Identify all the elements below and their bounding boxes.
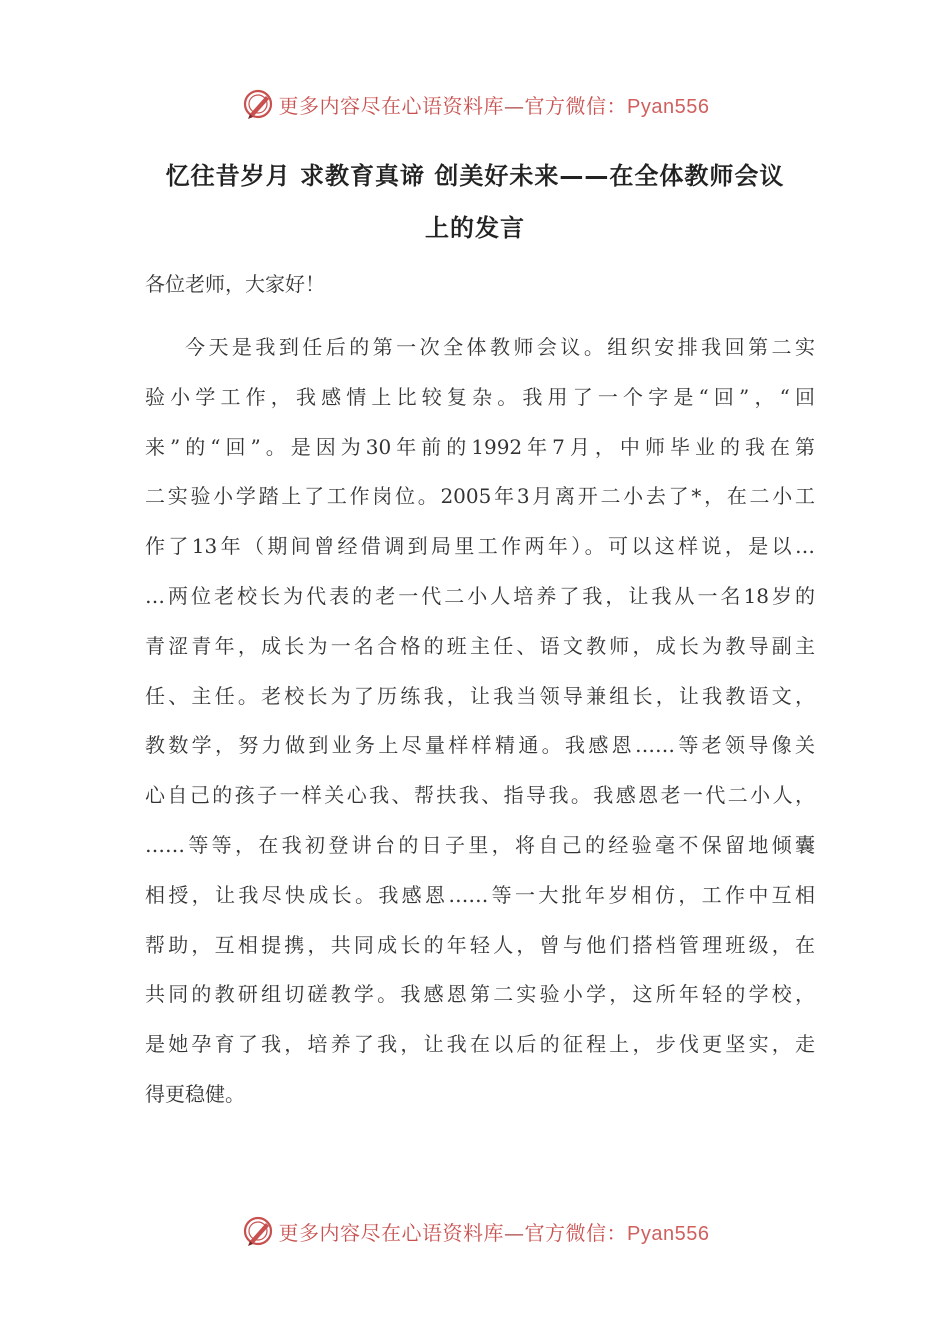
watermark-library: 更多内容尽在心语资料库 [278, 93, 505, 118]
pen-logo-icon [241, 1214, 275, 1248]
watermark-label: 官方微信： [524, 1220, 628, 1245]
body-line: 相授，让我尽快成长。我感恩……等一大批年岁相仿，工作中互相 [145, 882, 815, 907]
body-line: 今天是我到任后的第一次全体教师会议。组织安排我回第二实 [185, 335, 815, 359]
body-line: 共同的教研组切磋教学。我感恩第二实验小学，这所年轻的学校， [145, 982, 815, 1007]
footer-watermark [0, 1211, 950, 1251]
body-line: 作了13年（期间曾经借调到局里工作两年）。可以这样说，是以… [145, 534, 815, 559]
body-paragraph [145, 329, 815, 1126]
body-line: …两位老校长为代表的老一代二小人培养了我，让我从一名18岁的 [145, 583, 815, 608]
pen-logo-icon [241, 87, 275, 121]
watermark-library: 更多内容尽在心语资料库 [278, 1220, 505, 1245]
body-line: 教数学，努力做到业务上尽量样样精通。我感恩……等老领导像关 [145, 733, 815, 758]
watermark-text [279, 1217, 710, 1246]
body-line: 帮助，互相提携，共同成长的年轻人，曾与他们搭档管理班级，在 [145, 932, 815, 957]
body-line: 是她孕育了我，培养了我，让我在以后的征程上，步伐更坚实，走 [145, 1032, 815, 1057]
body-line: 验小学工作，我感情上比较复杂。我用了一个字是“回”，“回 [145, 384, 815, 409]
header-watermark [0, 84, 950, 124]
body-line: 青涩青年，成长为一名合格的班主任、语文教师，成长为教导副主 [145, 633, 815, 658]
body-line: ……等等，在我初登讲台的日子里，将自己的经验毫不保留地倾囊 [145, 832, 815, 857]
watermark-id: Pyan556 [627, 1222, 710, 1245]
watermark-text [279, 90, 710, 119]
title-line: 忆往昔岁月 求教育真谛 创美好未来——在全体教师会议 [165, 162, 785, 190]
greeting: 各位老师，大家好！ [145, 272, 325, 296]
watermark-id: Pyan556 [627, 95, 710, 118]
body-line: 得更稳健。 [145, 1081, 245, 1106]
title-line: 上的发言 [425, 214, 525, 242]
watermark-separator: — [504, 1220, 525, 1245]
body-line: 来”的“回”。是因为30年前的1992年7月，中师毕业的我在第 [145, 434, 815, 459]
body-line: 心自己的孩子一样关心我、帮扶我、指导我。我感恩老一代二小人， [145, 783, 815, 808]
document-title [145, 150, 805, 254]
watermark-separator: — [504, 93, 525, 118]
watermark-label: 官方微信： [524, 93, 628, 118]
body-line: 任、主任。老校长为了历练我，让我当领导兼组长，让我教语文， [145, 683, 815, 708]
body-line: 二实验小学踏上了工作岗位。2005年3月离开二小去了*，在二小工 [145, 484, 815, 509]
